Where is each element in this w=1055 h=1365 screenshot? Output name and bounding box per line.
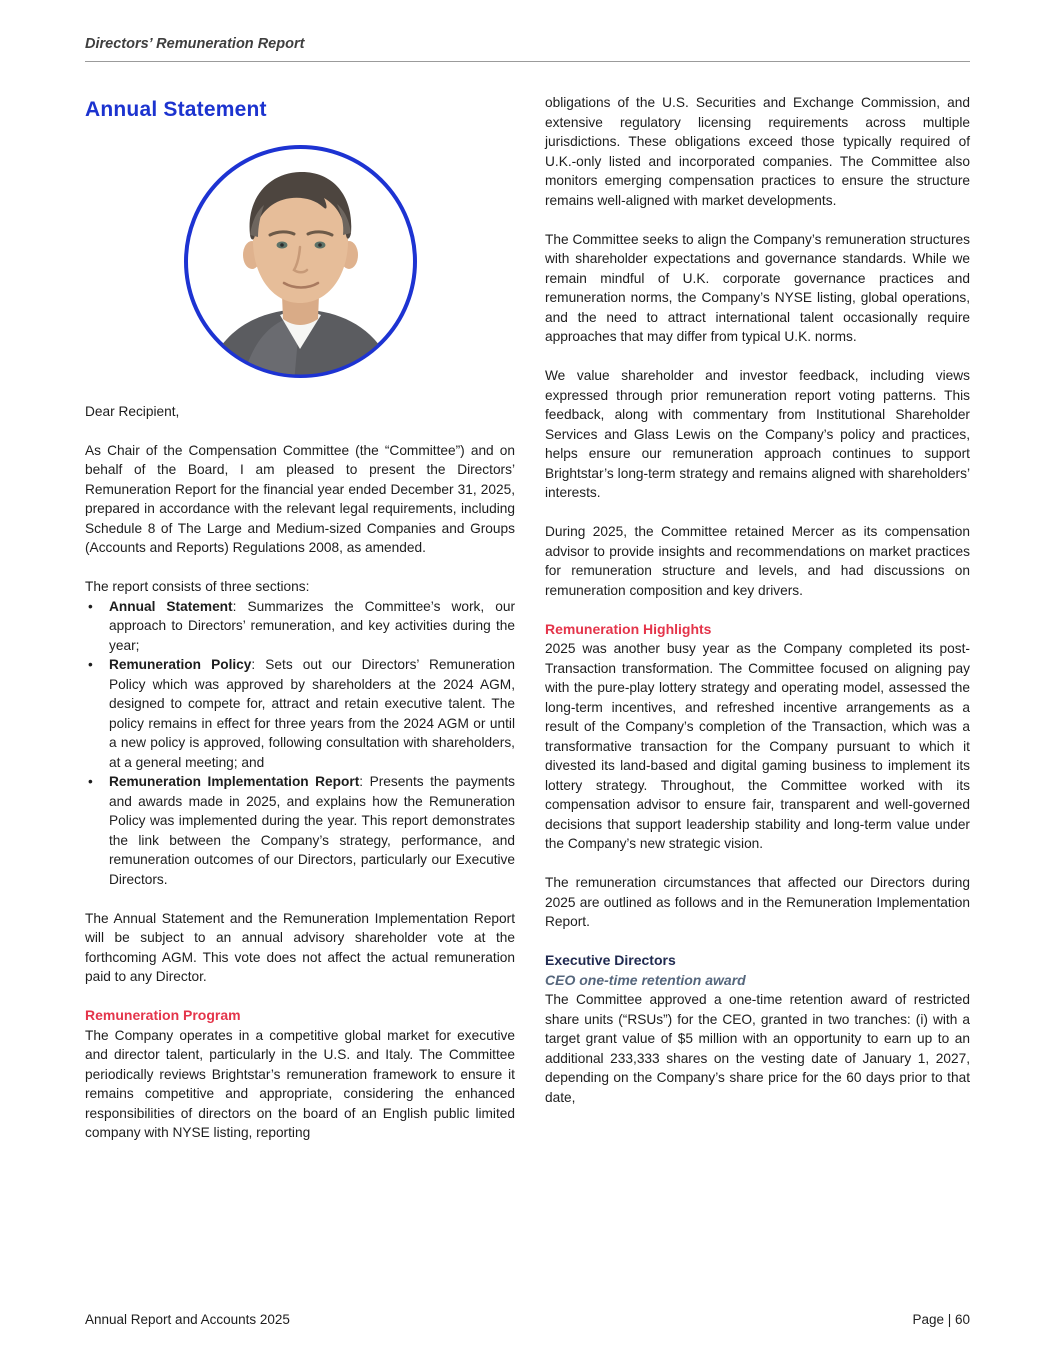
obligations-paragraph: obligations of the U.S. Securities and Exchange Commission, and extensive regulatory licensing requirements across multiple jurisdictions. These obligations exceed those typically required of U.K.-only listed and incorporated companies. The Committee also monitors emerging compensation practices to ensure the structure remains well-aligned with market developments. (545, 95, 970, 208)
bullet-text: : Presents the payments and awards made in 2025, and explains how the Remuneration Policy was implemented during the year. This report demonstrates the link between the Company’s strategy, performance, and remuneration outcomes of our Directors, particularly our Executive Directors. (109, 774, 515, 887)
section-heading-remuneration-program: Remuneration Program (85, 1007, 241, 1023)
running-header (85, 36, 970, 62)
salutation: Dear Recipient, (85, 403, 180, 419)
sections-intro: The report consists of three sections: (85, 579, 310, 594)
program-paragraph: The Company operates in a competitive global market for executive and director talent, particularly in the U.S. and Italy. The Committee periodically reviews Brightstar’s remuneration framework to ensure it remains competitive and appropriate, considering the enhanced responsibilities of directors on the board of an English public limited company with NYSE listing, reporting (85, 1027, 515, 1140)
running-header-title: Directors’ Remuneration Report (85, 36, 305, 52)
footer-report-title: Annual Report and Accounts 2025 (85, 1312, 290, 1327)
page-title: Annual Statement (85, 98, 267, 121)
person-portrait-icon (182, 143, 419, 380)
footer-page-number: Page | 60 (912, 1312, 970, 1327)
advisor-paragraph: During 2025, the Committee retained Mercer as its compensation advisor to provide insights and recommendations on market practices for remuneration structure and levels, and had discussions on remuneration composition and key drivers. (545, 524, 970, 598)
list-item-annual-statement (85, 597, 515, 656)
two-column-body (85, 70, 970, 1143)
intro-paragraph: As Chair of the Compensation Committee (the “Committee”) and on behalf of the Board, I am pleased to present the Directors’ Remuneration Report for the financial year ended December 31, 2025, prepared in accordance with the relevant legal requirements, including Schedule 8 of The Large and Medium-sized Companies and Groups (Accounts and Reports) Regulations 2008, as amended. (85, 442, 515, 555)
section-heading-remuneration-highlights: Remuneration Highlights (545, 620, 712, 637)
list-item-implementation-report (85, 772, 515, 889)
advisory-vote-paragraph: The Annual Statement and the Remuneration Implementation Report will be subject to an annual advisory shareholder vote at the forthcoming AGM. This vote does not affect the actual remuneration paid to any Director. (85, 910, 515, 984)
subheading-ceo-retention-award: CEO one-time retention award (545, 971, 746, 988)
report-sections-list (85, 597, 515, 890)
list-item-remuneration-policy (85, 655, 515, 772)
section-heading-executive-directors: Executive Directors (545, 952, 676, 968)
ceo-award-paragraph: The Committee approved a one-time retention award of restricted share units (“RSUs”) for the CEO, granted in two tranches: (i) with a target grant value of $5 million with an opportunity to earn up to an additional 233,333 shares on the vesting date of January 1, 2027, depending on the Company’s share price for the 60 days prior to that date, (545, 992, 970, 1105)
feedback-paragraph: We value shareholder and investor feedback, including views expressed through prior remuneration report voting patterns. This feedback, along with commentary from Institutional Shareholder Services and Glass Lewis on the Company’s policy and practices, helps ensure our remuneration approach continues to support Brightstar’s long-term strategy and remains aligned with shareholders’ interests. (545, 368, 970, 500)
circumstances-paragraph: The remuneration circumstances that affected our Directors during 2025 are outlined as follows and in the Remuneration Implementation Report. (545, 875, 970, 929)
alignment-paragraph: The Committee seeks to align the Company’s remuneration structures with shareholder expectations and governance standards. While we remain mindful of U.K. corporate governance practices and remuneration norms, the Company’s NYSE listing, global operations, and the need to attract international talent occasionally require approaches that may differ from typical U.K. norms. (545, 231, 970, 344)
bullet-lead: Remuneration Implementation Report (109, 774, 360, 789)
right-column (545, 70, 970, 1143)
left-column (85, 70, 515, 1143)
bullet-lead: Annual Statement (109, 598, 233, 614)
bullet-text: : Summarizes the Committee’s work, our approach to Directors’ remuneration, and key activities during the year; (109, 598, 516, 653)
highlights-paragraph: 2025 was another busy year as the Company completed its post-Transaction transformation. The Committee focused on aligning pay with the pure-play lottery strategy and operating model, assessed the long-term incentives, and refreshed incentive arrangements as a result of the Company’s completion of the Transaction, which was a transformative transaction for the Company pursuant to which it divested its land-based and digital gaming business to implement its lottery strategy. Throughout, the Committee worked with its compensation advisor to ensure fair, transparent and well-governed decisions that support leadership stability and long-term value under the Company’s new strategic vision. (545, 641, 970, 851)
page-footer (85, 1312, 970, 1327)
bullet-lead: Remuneration Policy (109, 657, 252, 672)
chair-portrait-photo (182, 143, 419, 380)
bullet-text: : Sets out our Directors’ Remuneration Policy which was approved by shareholders at the 2024 AGM, designed to compete for, attract and retain executive talent. The policy remains in effect for three years from the 2024 AGM or until a new policy is approved, following consultation with shareholders, at a general meeting; and (109, 657, 516, 770)
